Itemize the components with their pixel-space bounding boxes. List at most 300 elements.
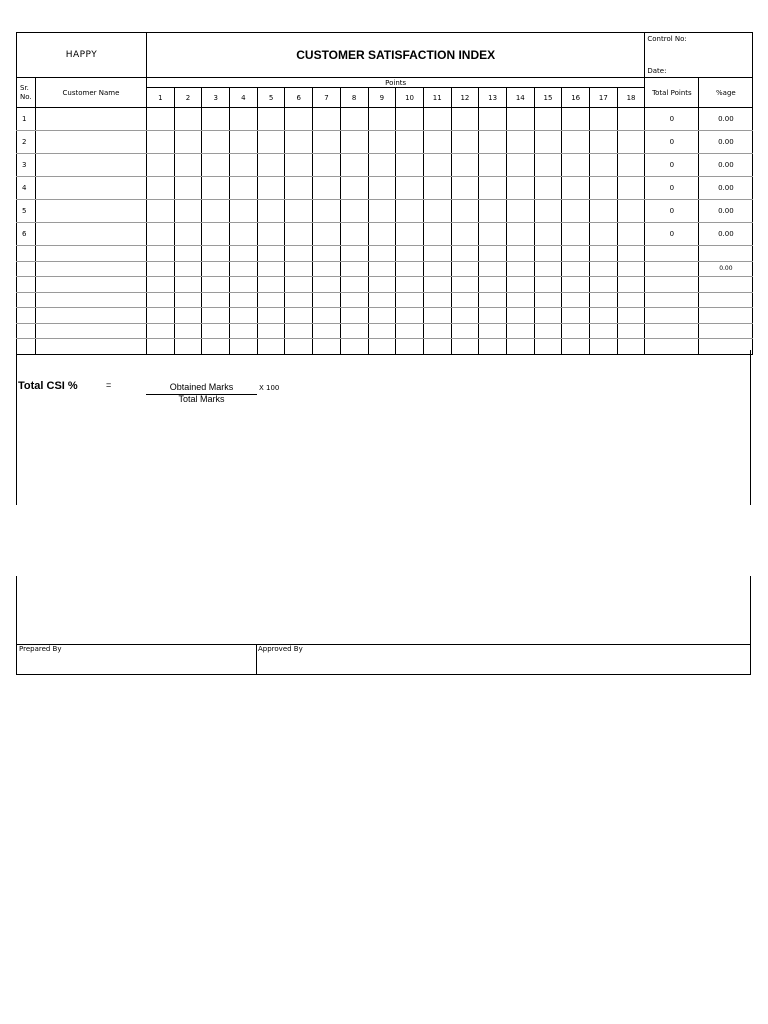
point-cell[interactable]	[340, 277, 368, 293]
point-cell[interactable]	[534, 131, 562, 154]
point-cell[interactable]	[230, 131, 258, 154]
point-cell[interactable]	[257, 323, 285, 339]
point-number-header: 8	[340, 88, 368, 108]
point-cell[interactable]	[479, 308, 507, 324]
point-cell[interactable]	[617, 154, 645, 177]
point-cell[interactable]	[174, 177, 202, 200]
point-cell[interactable]	[257, 177, 285, 200]
point-cell[interactable]	[202, 223, 230, 246]
point-cell[interactable]	[562, 277, 590, 293]
point-cell[interactable]	[562, 308, 590, 324]
point-cell[interactable]	[340, 223, 368, 246]
point-cell[interactable]	[174, 200, 202, 223]
signature-divider	[256, 644, 257, 675]
point-cell[interactable]	[285, 246, 313, 262]
total-points-cell: 0	[645, 223, 699, 246]
point-cell[interactable]	[562, 261, 590, 277]
point-cell[interactable]	[479, 154, 507, 177]
point-cell[interactable]	[451, 339, 479, 355]
point-cell[interactable]	[174, 131, 202, 154]
point-cell[interactable]	[257, 277, 285, 293]
point-cell[interactable]	[562, 108, 590, 131]
point-cell[interactable]	[257, 308, 285, 324]
sr-no-cell: 3	[17, 154, 36, 177]
customer-name-cell[interactable]	[36, 277, 147, 293]
point-cell[interactable]	[368, 323, 396, 339]
point-cell[interactable]	[617, 292, 645, 308]
point-cell[interactable]	[534, 277, 562, 293]
point-cell[interactable]	[423, 223, 451, 246]
point-cell[interactable]	[313, 200, 341, 223]
point-cell[interactable]	[590, 200, 618, 223]
point-cell[interactable]	[534, 154, 562, 177]
point-cell[interactable]	[534, 108, 562, 131]
point-cell[interactable]	[423, 308, 451, 324]
point-cell[interactable]	[423, 261, 451, 277]
point-number-header: 14	[506, 88, 534, 108]
point-cell[interactable]	[257, 154, 285, 177]
point-cell[interactable]	[617, 323, 645, 339]
point-cell[interactable]	[174, 154, 202, 177]
point-cell[interactable]	[174, 323, 202, 339]
total-points-cell	[645, 323, 699, 339]
point-cell[interactable]	[340, 131, 368, 154]
point-cell[interactable]	[590, 177, 618, 200]
total-points-header: Total Points	[645, 78, 699, 108]
point-cell[interactable]	[617, 200, 645, 223]
table-row	[17, 292, 753, 308]
point-cell[interactable]	[534, 261, 562, 277]
sr-no-cell: 4	[17, 177, 36, 200]
point-cell[interactable]	[562, 339, 590, 355]
point-cell[interactable]	[285, 308, 313, 324]
point-cell[interactable]	[562, 200, 590, 223]
point-cell[interactable]	[230, 154, 258, 177]
point-cell[interactable]	[257, 261, 285, 277]
point-cell[interactable]	[202, 261, 230, 277]
point-cell[interactable]	[313, 339, 341, 355]
approved-by-label: Approved By	[258, 645, 303, 653]
control-no-label: Control No:	[647, 35, 687, 43]
point-cell[interactable]	[590, 292, 618, 308]
point-cell[interactable]	[257, 292, 285, 308]
column-header-row-1	[17, 78, 753, 88]
point-cell[interactable]	[423, 200, 451, 223]
point-cell[interactable]	[451, 108, 479, 131]
point-cell[interactable]	[396, 308, 424, 324]
point-cell[interactable]	[257, 108, 285, 131]
sr-no-header: Sr. No.	[17, 78, 36, 108]
point-cell[interactable]	[340, 339, 368, 355]
point-cell[interactable]	[285, 108, 313, 131]
point-cell[interactable]	[396, 339, 424, 355]
point-cell[interactable]	[479, 223, 507, 246]
point-cell[interactable]	[534, 223, 562, 246]
point-cell[interactable]	[396, 154, 424, 177]
point-cell[interactable]	[230, 246, 258, 262]
sr-no-cell: 2	[17, 131, 36, 154]
percentage-cell: 0.00	[699, 177, 753, 200]
point-cell[interactable]	[313, 292, 341, 308]
total-points-cell	[645, 308, 699, 324]
point-cell[interactable]	[396, 200, 424, 223]
point-cell[interactable]	[479, 200, 507, 223]
point-cell[interactable]	[590, 308, 618, 324]
point-cell[interactable]	[368, 200, 396, 223]
point-cell[interactable]	[313, 308, 341, 324]
point-cell[interactable]	[396, 292, 424, 308]
point-cell[interactable]	[202, 292, 230, 308]
point-cell[interactable]	[257, 200, 285, 223]
percentage-cell	[699, 277, 753, 293]
point-cell[interactable]	[506, 108, 534, 131]
form-title: CUSTOMER SATISFACTION INDEX	[147, 33, 645, 78]
point-cell[interactable]	[202, 154, 230, 177]
point-cell[interactable]	[147, 177, 175, 200]
point-cell[interactable]	[313, 277, 341, 293]
point-cell[interactable]	[285, 261, 313, 277]
point-cell[interactable]	[313, 246, 341, 262]
point-cell[interactable]	[368, 339, 396, 355]
point-cell[interactable]	[396, 131, 424, 154]
percentage-cell	[699, 292, 753, 308]
signature-bottom-line	[16, 674, 751, 675]
point-cell[interactable]	[479, 177, 507, 200]
table-row	[17, 200, 753, 223]
point-cell[interactable]	[147, 261, 175, 277]
sr-no-cell	[17, 339, 36, 355]
point-number-header: 5	[257, 88, 285, 108]
point-cell[interactable]	[257, 223, 285, 246]
point-cell[interactable]	[534, 246, 562, 262]
point-cell[interactable]	[479, 131, 507, 154]
point-cell[interactable]	[230, 223, 258, 246]
point-cell[interactable]	[590, 277, 618, 293]
point-cell[interactable]	[617, 177, 645, 200]
point-cell[interactable]	[423, 292, 451, 308]
point-cell[interactable]	[534, 200, 562, 223]
customer-name-cell[interactable]	[36, 246, 147, 262]
point-cell[interactable]	[230, 277, 258, 293]
point-cell[interactable]	[479, 261, 507, 277]
point-cell[interactable]	[313, 177, 341, 200]
point-cell[interactable]	[368, 261, 396, 277]
point-cell[interactable]	[285, 339, 313, 355]
point-cell[interactable]	[313, 223, 341, 246]
customer-name-cell[interactable]	[36, 131, 147, 154]
point-cell[interactable]	[506, 261, 534, 277]
point-cell[interactable]	[174, 292, 202, 308]
point-cell[interactable]	[202, 323, 230, 339]
point-cell[interactable]	[451, 323, 479, 339]
point-cell[interactable]	[202, 277, 230, 293]
point-number-header: 6	[285, 88, 313, 108]
point-cell[interactable]	[174, 339, 202, 355]
point-cell[interactable]	[340, 246, 368, 262]
point-cell[interactable]	[590, 323, 618, 339]
point-cell[interactable]	[534, 339, 562, 355]
point-cell[interactable]	[202, 108, 230, 131]
point-cell[interactable]	[230, 339, 258, 355]
point-cell[interactable]	[479, 292, 507, 308]
point-cell[interactable]	[368, 108, 396, 131]
point-cell[interactable]	[147, 200, 175, 223]
point-cell[interactable]	[506, 308, 534, 324]
point-cell[interactable]	[340, 323, 368, 339]
point-cell[interactable]	[534, 308, 562, 324]
point-number-header: 16	[562, 88, 590, 108]
point-cell[interactable]	[396, 177, 424, 200]
point-cell[interactable]	[590, 246, 618, 262]
point-cell[interactable]	[590, 261, 618, 277]
point-cell[interactable]	[451, 154, 479, 177]
point-cell[interactable]	[285, 200, 313, 223]
point-cell[interactable]	[479, 108, 507, 131]
sr-no-cell	[17, 246, 36, 262]
point-cell[interactable]	[590, 131, 618, 154]
point-cell[interactable]	[368, 246, 396, 262]
point-number-header: 3	[202, 88, 230, 108]
point-cell[interactable]	[590, 339, 618, 355]
percentage-cell	[699, 339, 753, 355]
point-cell[interactable]	[451, 177, 479, 200]
point-cell[interactable]	[313, 261, 341, 277]
total-points-cell: 0	[645, 108, 699, 131]
point-cell[interactable]	[202, 131, 230, 154]
point-cell[interactable]	[451, 223, 479, 246]
point-cell[interactable]	[230, 308, 258, 324]
formula-denominator: Total Marks	[178, 394, 225, 404]
point-cell[interactable]	[368, 131, 396, 154]
point-cell[interactable]	[230, 200, 258, 223]
point-cell[interactable]	[451, 261, 479, 277]
sr-no-cell: 1	[17, 108, 36, 131]
customer-name-cell[interactable]	[36, 177, 147, 200]
point-cell[interactable]	[617, 246, 645, 262]
point-cell[interactable]	[174, 277, 202, 293]
point-cell[interactable]	[617, 223, 645, 246]
point-cell[interactable]	[174, 246, 202, 262]
point-cell[interactable]	[202, 200, 230, 223]
customer-name-cell[interactable]	[36, 108, 147, 131]
point-cell[interactable]	[396, 246, 424, 262]
point-cell[interactable]	[534, 292, 562, 308]
point-cell[interactable]	[368, 177, 396, 200]
total-points-cell	[645, 261, 699, 277]
point-cell[interactable]	[506, 223, 534, 246]
point-cell[interactable]	[147, 277, 175, 293]
point-cell[interactable]	[285, 292, 313, 308]
point-cell[interactable]	[451, 308, 479, 324]
customer-name-cell[interactable]	[36, 308, 147, 324]
point-number-header: 1	[147, 88, 175, 108]
points-group-header: Points	[147, 78, 645, 88]
point-cell[interactable]	[340, 200, 368, 223]
point-cell[interactable]	[313, 154, 341, 177]
point-cell[interactable]	[257, 339, 285, 355]
sr-no-cell	[17, 277, 36, 293]
point-cell[interactable]	[340, 308, 368, 324]
point-cell[interactable]	[562, 323, 590, 339]
customer-name-cell[interactable]	[36, 154, 147, 177]
point-cell[interactable]	[451, 277, 479, 293]
point-cell[interactable]	[368, 154, 396, 177]
point-cell[interactable]	[506, 339, 534, 355]
point-cell[interactable]	[147, 339, 175, 355]
point-cell[interactable]	[617, 277, 645, 293]
point-cell[interactable]	[257, 131, 285, 154]
point-cell[interactable]	[506, 277, 534, 293]
point-number-header: 7	[313, 88, 341, 108]
point-cell[interactable]	[451, 292, 479, 308]
point-number-header: 17	[590, 88, 618, 108]
point-cell[interactable]	[617, 308, 645, 324]
point-cell[interactable]	[202, 308, 230, 324]
point-cell[interactable]	[617, 261, 645, 277]
point-cell[interactable]	[340, 154, 368, 177]
point-cell[interactable]	[423, 108, 451, 131]
point-cell[interactable]	[368, 308, 396, 324]
point-cell[interactable]	[562, 292, 590, 308]
point-cell[interactable]	[590, 223, 618, 246]
customer-name-cell[interactable]	[36, 292, 147, 308]
point-cell[interactable]	[562, 131, 590, 154]
point-cell[interactable]	[479, 277, 507, 293]
point-cell[interactable]	[396, 277, 424, 293]
point-cell[interactable]	[451, 246, 479, 262]
point-cell[interactable]	[230, 177, 258, 200]
total-points-cell	[645, 277, 699, 293]
point-cell[interactable]	[340, 292, 368, 308]
total-points-cell: 0	[645, 200, 699, 223]
point-cell[interactable]	[285, 323, 313, 339]
point-cell[interactable]	[590, 108, 618, 131]
point-cell[interactable]	[617, 108, 645, 131]
point-cell[interactable]	[396, 261, 424, 277]
total-points-cell	[645, 339, 699, 355]
point-cell[interactable]	[368, 277, 396, 293]
point-cell[interactable]	[423, 154, 451, 177]
table-row	[17, 154, 753, 177]
point-cell[interactable]	[562, 223, 590, 246]
point-cell[interactable]	[313, 131, 341, 154]
point-cell[interactable]	[313, 323, 341, 339]
point-cell[interactable]	[174, 308, 202, 324]
customer-name-cell[interactable]	[36, 261, 147, 277]
point-cell[interactable]	[147, 131, 175, 154]
point-cell[interactable]	[368, 223, 396, 246]
point-cell[interactable]	[368, 292, 396, 308]
point-cell[interactable]	[423, 323, 451, 339]
point-cell[interactable]	[174, 108, 202, 131]
point-cell[interactable]	[479, 323, 507, 339]
point-cell[interactable]	[590, 154, 618, 177]
point-cell[interactable]	[534, 177, 562, 200]
sr-no-cell	[17, 261, 36, 277]
formula-multiplier: X 100	[259, 384, 280, 392]
point-cell[interactable]	[230, 261, 258, 277]
point-cell[interactable]	[423, 131, 451, 154]
customer-name-cell[interactable]	[36, 323, 147, 339]
point-cell[interactable]	[451, 200, 479, 223]
point-cell[interactable]	[147, 246, 175, 262]
point-cell[interactable]	[423, 177, 451, 200]
point-cell[interactable]	[451, 131, 479, 154]
point-cell[interactable]	[340, 108, 368, 131]
point-cell[interactable]	[423, 246, 451, 262]
point-cell[interactable]	[423, 339, 451, 355]
total-points-cell	[645, 292, 699, 308]
point-cell[interactable]	[285, 154, 313, 177]
customer-name-cell[interactable]	[36, 200, 147, 223]
point-cell[interactable]	[147, 223, 175, 246]
point-cell[interactable]	[174, 223, 202, 246]
point-cell[interactable]	[562, 177, 590, 200]
point-cell[interactable]	[506, 292, 534, 308]
point-number-header: 12	[451, 88, 479, 108]
point-cell[interactable]	[230, 108, 258, 131]
point-cell[interactable]	[506, 154, 534, 177]
point-cell[interactable]	[506, 200, 534, 223]
point-cell[interactable]	[202, 246, 230, 262]
sr-no-cell: 5	[17, 200, 36, 223]
point-cell[interactable]	[479, 339, 507, 355]
point-cell[interactable]	[396, 108, 424, 131]
point-cell[interactable]	[202, 177, 230, 200]
point-cell[interactable]	[147, 108, 175, 131]
point-cell[interactable]	[147, 292, 175, 308]
point-cell[interactable]	[147, 308, 175, 324]
point-cell[interactable]	[230, 292, 258, 308]
customer-name-cell[interactable]	[36, 339, 147, 355]
point-cell[interactable]	[285, 223, 313, 246]
percentage-cell: 0.00	[699, 223, 753, 246]
point-cell[interactable]	[230, 323, 258, 339]
point-cell[interactable]	[340, 177, 368, 200]
point-cell[interactable]	[257, 246, 285, 262]
point-cell[interactable]	[506, 131, 534, 154]
percentage-cell: 0.00	[699, 154, 753, 177]
point-cell[interactable]	[534, 323, 562, 339]
point-cell[interactable]	[147, 154, 175, 177]
table-row	[17, 177, 753, 200]
point-cell[interactable]	[313, 108, 341, 131]
point-cell[interactable]	[147, 323, 175, 339]
point-cell[interactable]	[617, 131, 645, 154]
point-cell[interactable]	[506, 323, 534, 339]
customer-name-cell[interactable]	[36, 223, 147, 246]
point-cell[interactable]	[506, 177, 534, 200]
point-cell[interactable]	[562, 246, 590, 262]
point-cell[interactable]	[617, 339, 645, 355]
point-number-header: 15	[534, 88, 562, 108]
total-csi-label: Total CSI %	[18, 380, 78, 392]
point-cell[interactable]	[506, 246, 534, 262]
point-cell[interactable]	[479, 246, 507, 262]
point-cell[interactable]	[396, 223, 424, 246]
point-cell[interactable]	[285, 131, 313, 154]
point-cell[interactable]	[285, 277, 313, 293]
point-cell[interactable]	[174, 261, 202, 277]
point-cell[interactable]	[396, 323, 424, 339]
point-cell[interactable]	[202, 339, 230, 355]
point-cell[interactable]	[423, 277, 451, 293]
point-cell[interactable]	[340, 261, 368, 277]
point-number-header: 13	[479, 88, 507, 108]
table-row	[17, 277, 753, 293]
point-cell[interactable]	[562, 154, 590, 177]
point-cell[interactable]	[285, 177, 313, 200]
